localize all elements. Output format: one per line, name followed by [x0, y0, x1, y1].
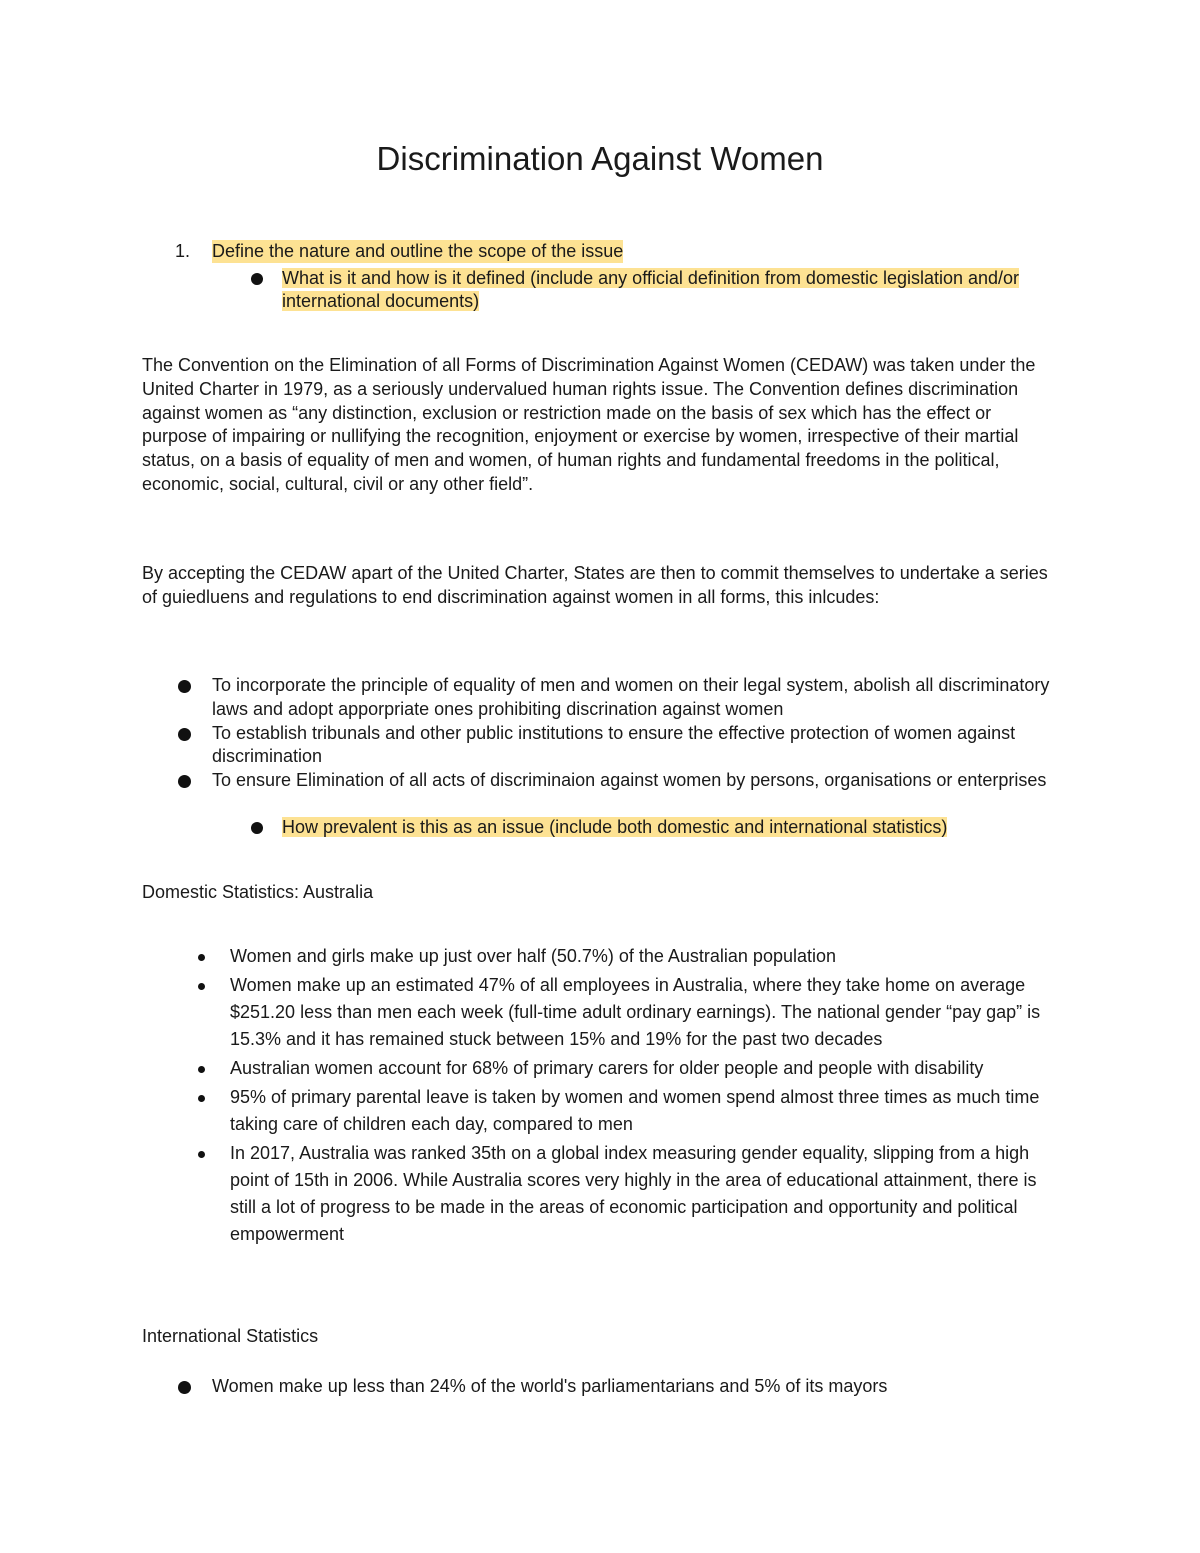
bullet-icon [178, 728, 191, 741]
sub-question-definition-text: What is it and how is it defined (include any official definition from domestic legislation and/or international documents) [282, 268, 1020, 311]
domestic-statistics-list [196, 943, 1056, 1250]
bullet-icon [198, 1151, 205, 1158]
bullet-icon [251, 822, 263, 834]
bullet-icon [251, 273, 263, 285]
list-item: To establish tribunals and other public institutions to ensure the effective protection of women against discrimination [175, 722, 1055, 770]
list-number: 1. [175, 241, 191, 261]
list-item: 95% of primary parental leave is taken by women and women spend almost three times as much time taking care of children each day, compared to men [196, 1084, 1056, 1138]
international-statistics-list [175, 1375, 1055, 1399]
bullet-icon [198, 983, 205, 990]
bullet-icon [178, 680, 191, 693]
paragraph-cedaw-commitments: By accepting the CEDAW apart of the United Charter, States are then to commit themselves to undertake a series of guiedluens and regulations to end discrimination against women in all forms, this inlcudes: [142, 563, 1048, 607]
list-item: In 2017, Australia was ranked 35th on a global index measuring gender equality, slipping from a high point of 15th in 2006. While Australia scores very highly in the area of educational attainment, there is still a lot of progress to be made in the areas of economic participation and opportunity and political empowerment [196, 1140, 1056, 1248]
bullet-icon [198, 1095, 205, 1102]
domestic-statistics-heading: Domestic Statistics: Australia [142, 882, 374, 902]
bullet-icon [178, 1381, 191, 1394]
commitments-list [175, 674, 1055, 793]
list-item: To ensure Elimination of all acts of discriminaion against women by persons, organisations or enterprises [175, 769, 1055, 793]
international-statistics-heading: International Statistics [142, 1326, 319, 1346]
bullet-icon [178, 775, 191, 788]
list-item: Women make up less than 24% of the world's parliamentarians and 5% of its mayors [175, 1375, 1055, 1399]
list-item: Women make up an estimated 47% of all employees in Australia, where they take home on average $251.20 less than men each week (full-time adult ordinary earnings). The national gender “pay gap” is 15.3% and it has remained stuck between 15% and 19% for the past two decades [196, 972, 1056, 1053]
list-item: To incorporate the principle of equality of men and women on their legal system, abolish all discriminatory laws and adopt apporpriate ones prohibiting discrination against women [175, 674, 1055, 722]
bullet-icon [198, 954, 205, 961]
question-1-text: Define the nature and outline the scope of the issue [212, 241, 624, 261]
bullet-icon [198, 1066, 205, 1073]
list-item: Women and girls make up just over half (50.7%) of the Australian population [196, 943, 1056, 970]
paragraph-cedaw-definition: The Convention on the Elimination of all Forms of Discrimination Against Women (CEDAW) was taken under the United Charter in 1979, as a seriously undervalued human rights issue. The Convention defines discrimination against women as “any distinction, exclusion or restriction made on the basis of sex which has the effect or purpose of impairing or nullifying the recognition, enjoyment or exercise by women, irrespective of their martial status, on a basis of equality of men and women, of human rights and fundamental freedoms in the political, economic, social, cultural, civil or any other field”. [142, 355, 1036, 494]
sub-question-prevalence-text: How prevalent is this as an issue (include both domestic and international statistics) [282, 817, 948, 837]
list-item: Australian women account for 68% of primary carers for older people and people with disability [196, 1055, 1056, 1082]
page-title: Discrimination Against Women [376, 140, 824, 177]
